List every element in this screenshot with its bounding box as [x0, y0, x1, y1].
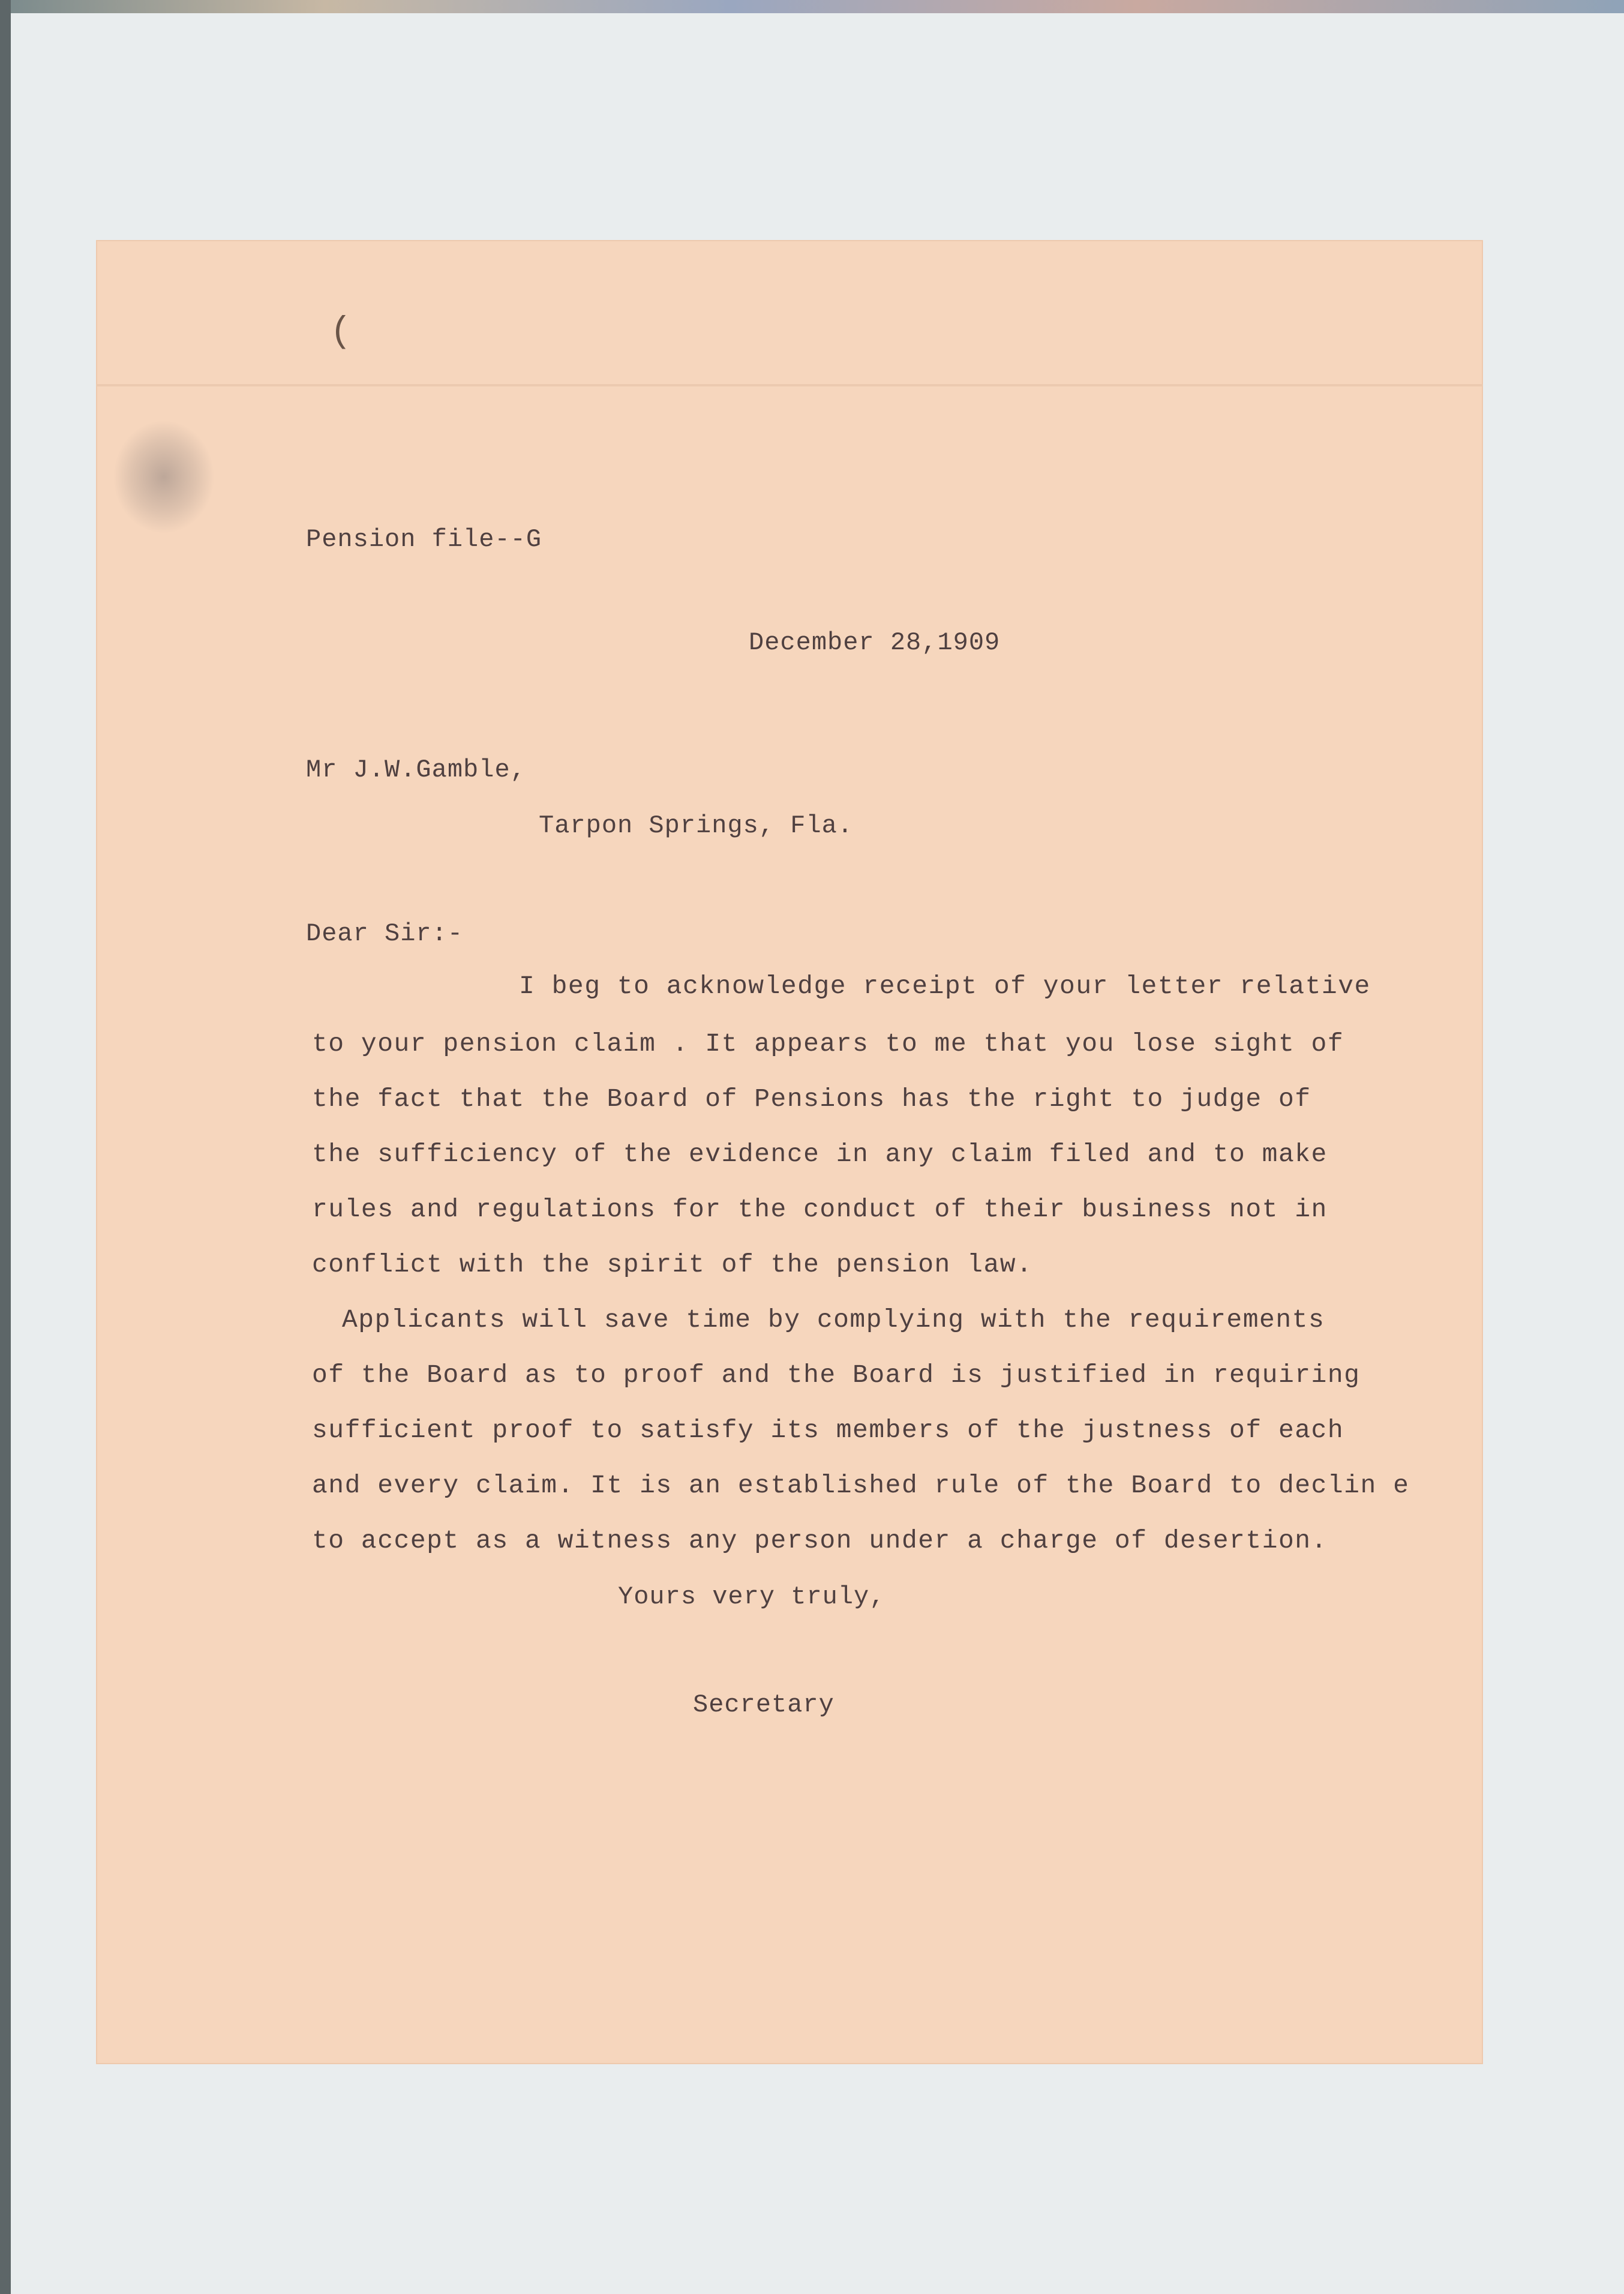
paper-fold-line [96, 384, 1483, 386]
recipient-name: Mr J.W.Gamble, [306, 755, 526, 784]
body-line-11: to accept as a witness any person under a charge of desertion. [312, 1526, 1328, 1555]
file-reference: Pension file--G [306, 525, 542, 554]
body-line-1: I beg to acknowledge receipt of your letter relative [519, 971, 1371, 1001]
recipient-place: Tarpon Springs, Fla. [539, 811, 854, 840]
body-line-10: and every claim. It is an established rule of the Board to declin e [312, 1471, 1410, 1500]
body-line-9: sufficient proof to satisfy its members of the justness of each [312, 1416, 1344, 1445]
closing: Yours very truly, [618, 1582, 885, 1611]
scan-left-edge [0, 0, 11, 2294]
salutation: Dear Sir:- [306, 919, 464, 948]
signature-title: Secretary [693, 1690, 834, 1719]
scan-top-edge [0, 0, 1624, 13]
body-line-7: Applicants will save time by complying with the requirements [342, 1305, 1325, 1335]
body-line-2: to your pension claim . It appears to me that you lose sight of [312, 1029, 1344, 1058]
body-line-5: rules and regulations for the conduct of their business not in [312, 1195, 1328, 1224]
body-line-8: of the Board as to proof and the Board is justified in requiring [312, 1360, 1361, 1390]
fingerprint-smudge [113, 420, 215, 534]
letter-date: December 28,1909 [749, 628, 1001, 657]
body-line-6: conflict with the spirit of the pension law. [312, 1250, 1033, 1279]
body-line-3: the fact that the Board of Pensions has the right to judge of [312, 1084, 1311, 1114]
body-line-4: the sufficiency of the evidence in any claim filed and to make [312, 1139, 1328, 1169]
pencil-mark: ( [330, 312, 352, 353]
